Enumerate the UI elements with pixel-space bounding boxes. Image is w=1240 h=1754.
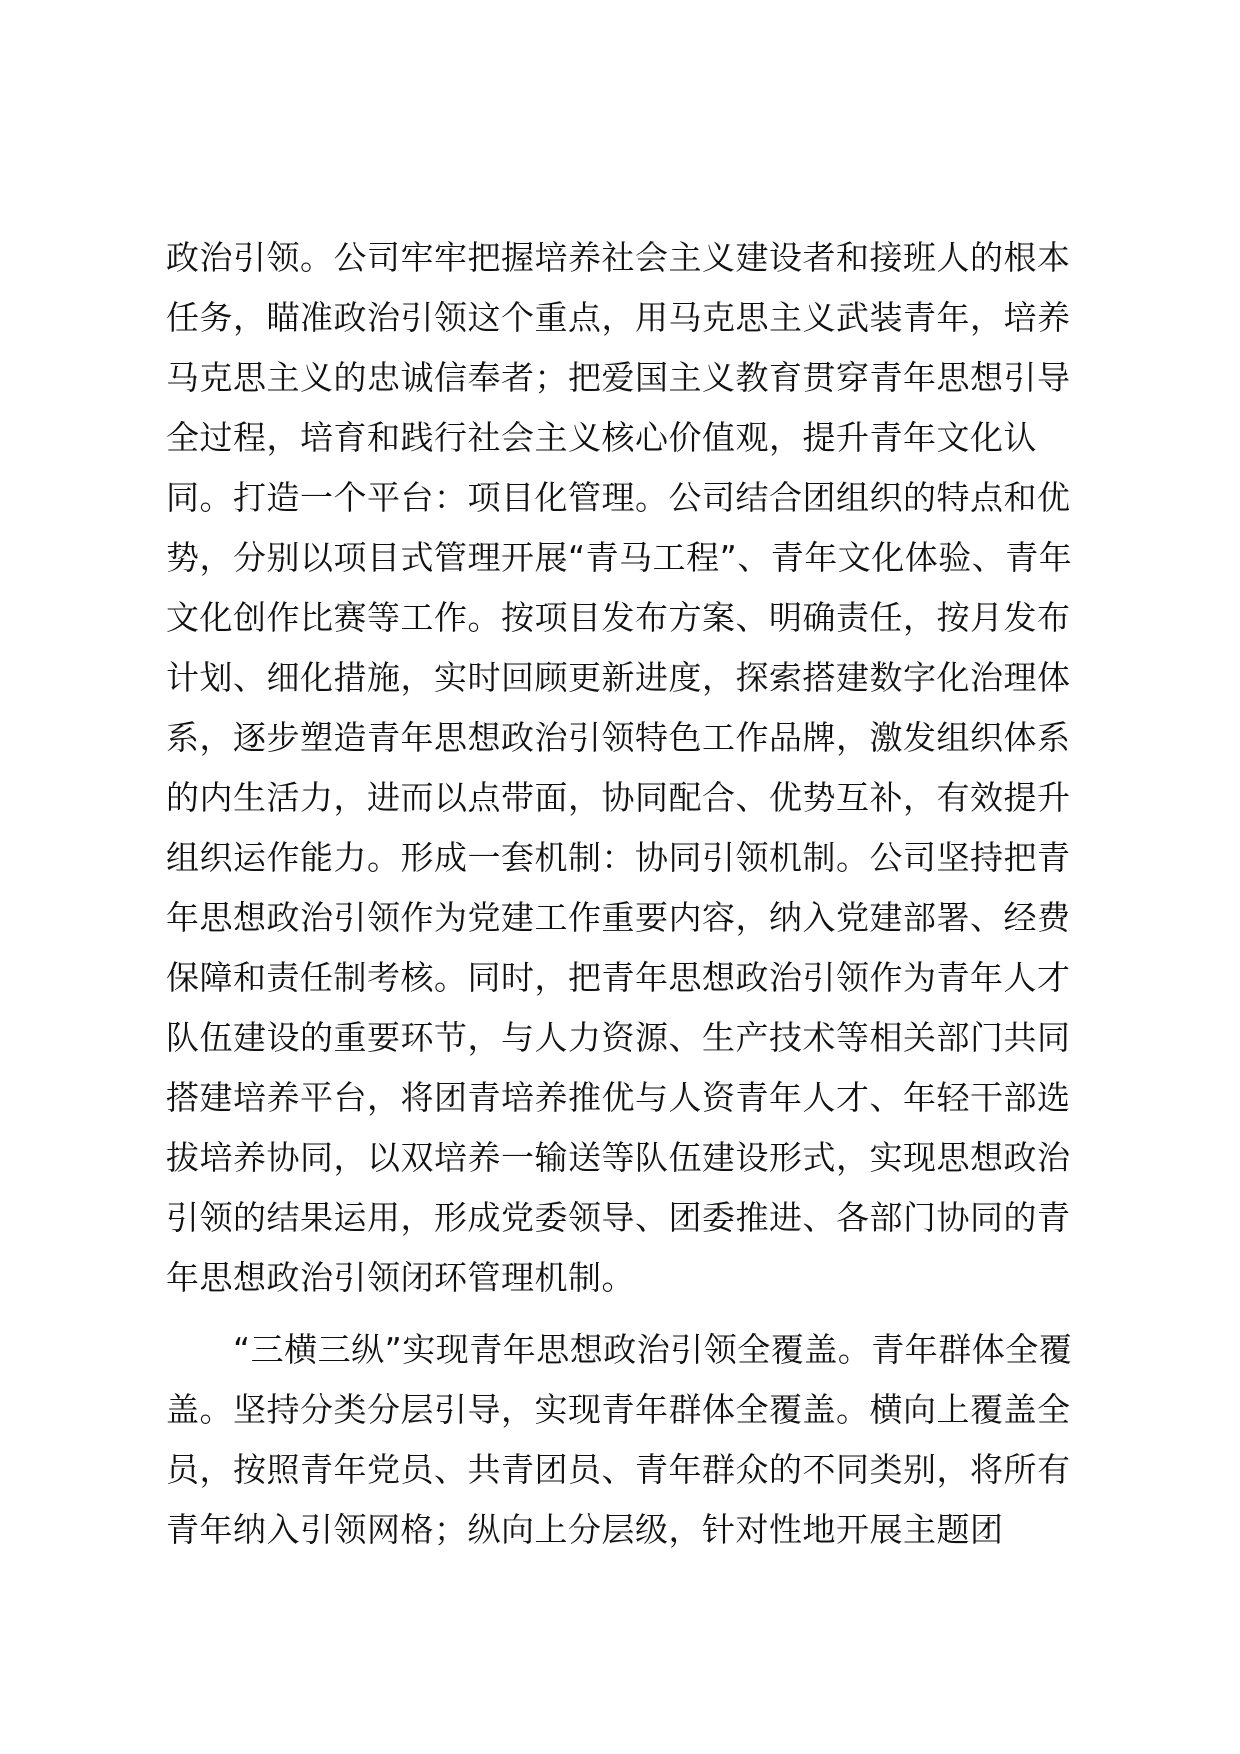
text-line: “三横三纵”实现青年思想政治引领全覆盖。青年群体全覆 (166, 1330, 1073, 1369)
text-line: 搭建培养平台，将团青培养推优与人资青年人才、年轻干部选 (166, 1078, 1071, 1117)
text-line: 引领的结果运用，形成党委领导、团委推进、各部门协同的青 (166, 1198, 1071, 1237)
text-line: 同。打造一个平台：项目化管理。公司结合团组织的特点和优 (166, 478, 1071, 517)
text-line: 拔培养协同，以双培养一输送等队伍建设形式，实现思想政治 (166, 1138, 1071, 1177)
text-line: 计划、细化措施，实时回顾更新进度，探索搭建数字化治理体 (166, 658, 1071, 697)
paragraph-spacing (166, 1308, 1078, 1320)
text-line: 青年纳入引领网格；纵向上分层级，针对性地开展主题团 (166, 1510, 1004, 1549)
text-line: 员，按照青年党员、共青团员、青年群众的不同类别，将所有 (166, 1450, 1071, 1489)
text-line: 系，逐步塑造青年思想政治引领特色工作品牌，激发组织体系 (166, 718, 1071, 757)
text-line: 文化创作比赛等工作。按项目发布方案、明确责任，按月发布 (166, 598, 1071, 637)
text-line: 组织运作能力。形成一套机制：协同引领机制。公司坚持把青 (166, 838, 1071, 877)
text-line: 全过程，培育和践行社会主义核心价值观，提升青年文化认 (166, 418, 1037, 457)
text-line: 政治引领。公司牢牢把握培养社会主义建设者和接班人的根本 (166, 238, 1071, 277)
text-line: 年思想政治引领闭环管理机制。 (166, 1258, 635, 1297)
text-line: 马克思主义的忠诚信奉者；把爱国主义教育贯穿青年思想引导 (166, 358, 1071, 397)
text-line: 年思想政治引领作为党建工作重要内容，纳入党建部署、经费 (166, 898, 1071, 937)
document-body (166, 228, 1078, 1560)
text-line: 队伍建设的重要环节，与人力资源、生产技术等相关部门共同 (166, 1018, 1071, 1057)
text-line: 任务，瞄准政治引领这个重点，用马克思主义武装青年，培养 (166, 298, 1071, 337)
text-line: 的内生活力，进而以点带面，协同配合、优势互补，有效提升 (166, 778, 1071, 817)
text-line: 势，分别以项目式管理开展“青马工程”、青年文化体验、青年 (166, 538, 1073, 577)
paragraph-2 (166, 1320, 1078, 1560)
text-line: 保障和责任制考核。同时，把青年思想政治引领作为青年人才 (166, 958, 1071, 997)
text-line: 盖。坚持分类分层引导，实现青年群体全覆盖。横向上覆盖全 (166, 1390, 1071, 1429)
paragraph-1 (166, 228, 1078, 1308)
